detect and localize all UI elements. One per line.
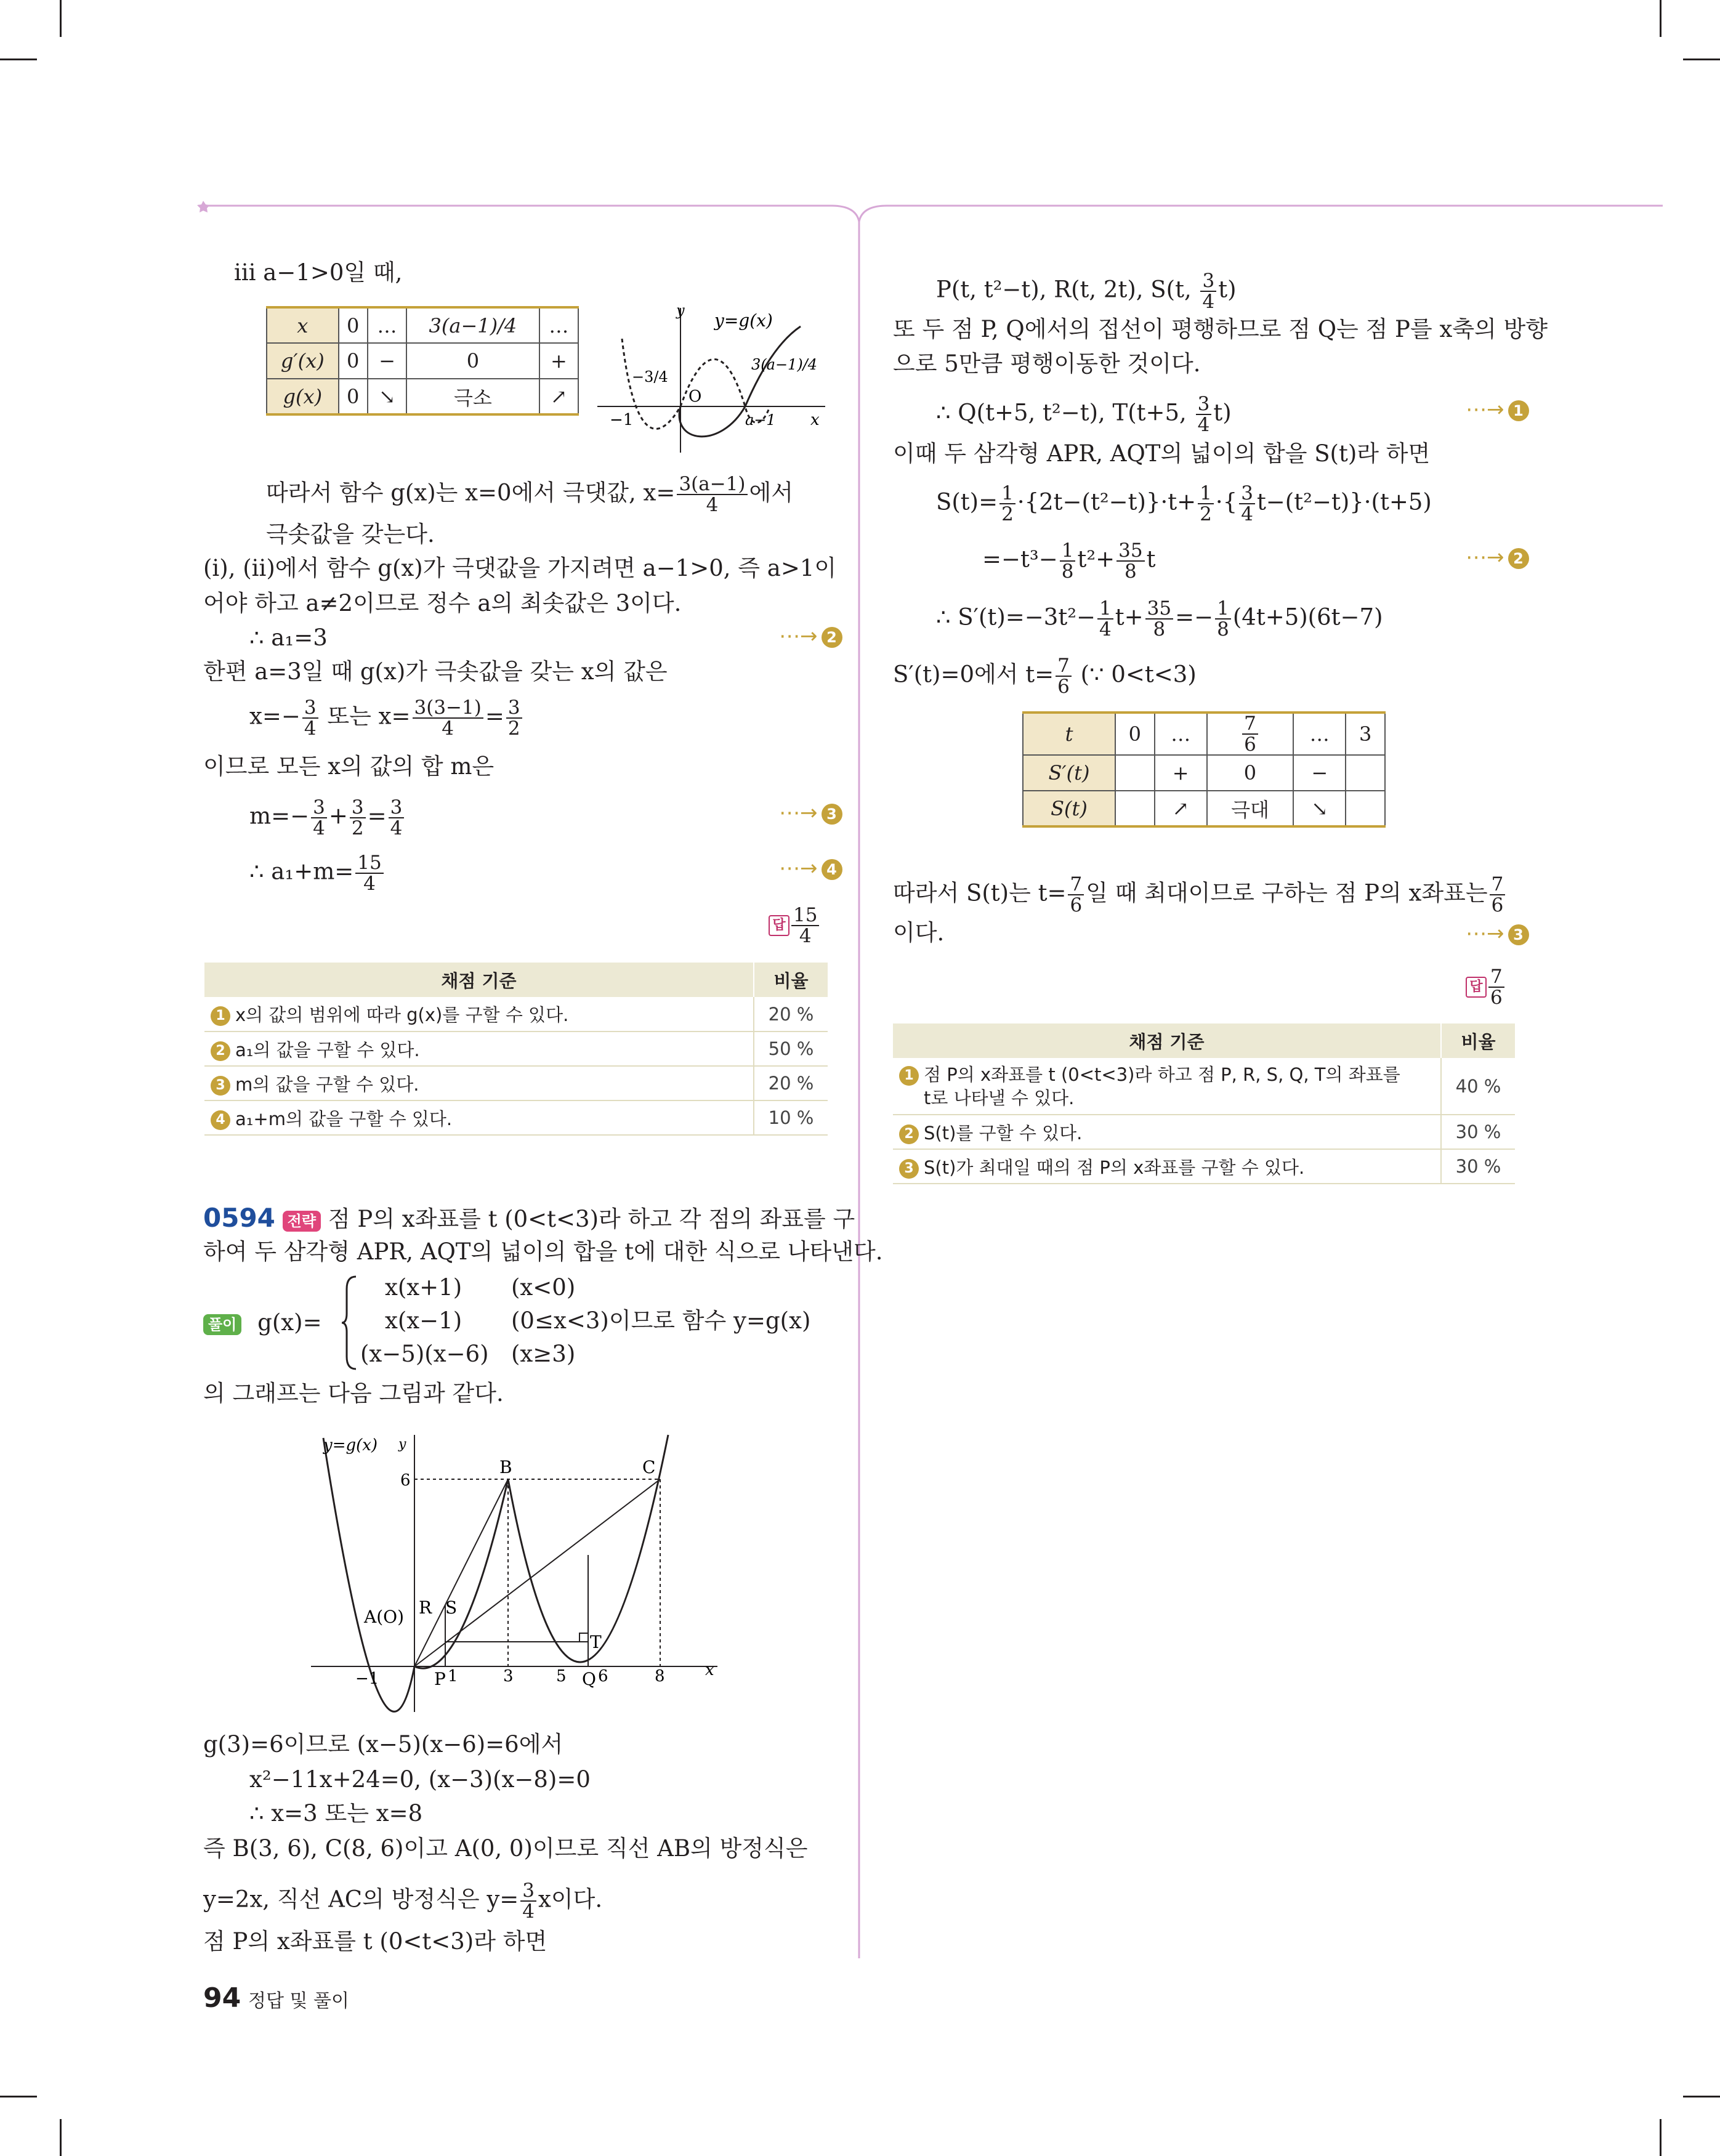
table-cell: S(t) (1023, 791, 1115, 826)
graph2-x-label: x (705, 1661, 714, 1679)
table-cell (1346, 755, 1385, 791)
step-marker: ⋯→ 1 (1466, 397, 1529, 422)
text-line: x=− $\frac{3}{4}$ 또는 x= $\frac{3(3-1)}{4}$ = $\frac{3}{2}$ (249, 698, 524, 738)
brace (341, 1274, 359, 1372)
piece-cond: (x<0) (511, 1274, 576, 1301)
piece-row: (x−5)(x−6) (360, 1341, 489, 1367)
page-footer (203, 1984, 349, 2016)
point-label: B (499, 1457, 512, 1477)
text-line: S(t)= $\frac{1}{2}$ ·{2t−(t²−t)}·t+ $\frac{1}{2}$ ·{ $\frac{3}{4}$ t−(t²−t)}·(t+5) (936, 482, 1432, 525)
crop-mark (0, 59, 37, 60)
graph1-origin: O (688, 387, 702, 406)
table-cell: S′(t) (1023, 755, 1115, 791)
graph1-func-label: y=g(x) (714, 310, 773, 331)
table-cell: + (1155, 755, 1207, 791)
step-marker: ⋯→ 3 (1466, 921, 1529, 946)
text-line: g(3)=6이므로 (x−5)(x−6)=6에서 (203, 1731, 563, 1758)
text-line: (ⅰ), (ⅱ)에서 함수 g(x)가 극댓값을 가지려면 a−1>0, 즉 a>1이 (203, 555, 837, 581)
point-label: P (434, 1669, 446, 1689)
table-cell: 극소 (406, 379, 539, 414)
text-line: ∴ S′(t)=−3t²− $\frac{1}{4}$ t+ $\frac{35}{8}$ =− $\frac{1}{8}$ (4t+5)(6t−7) (936, 597, 1383, 640)
table-cell: … (1293, 713, 1346, 755)
graph1-y-label: y (676, 302, 685, 319)
graph1-x-label: x (810, 411, 820, 429)
text-line: 이므로 모든 x의 값의 합 m은 (203, 753, 495, 780)
criteria-header: 비율 (754, 963, 828, 997)
piece-row: x(x−1) (385, 1307, 462, 1334)
crop-mark (1683, 2096, 1720, 2097)
criteria-row: 3 S(t)가 최대일 때의 점 P의 x좌표를 구할 수 있다. (893, 1149, 1441, 1184)
tick-label: 8 (655, 1667, 665, 1686)
problem-header: 0594 전략 점 P의 x좌표를 t (0<t<3)라 하고 각 점의 좌표를 구 (203, 1203, 855, 1233)
text-line: 따라서 S(t)는 t= $\frac{7}{6}$ 일 때 최대이므로 구하는 점 P의 x좌표는 $\frac{7}{6}$ (893, 874, 1507, 915)
text-line: ∴ a₁+m= $\frac{15}{4}$ (249, 853, 386, 894)
text-line: 어야 하고 a≠2이므로 정수 a의 최솟값은 3이다. (203, 590, 682, 616)
text-line: S′(t)=0에서 t= $\frac{7}{6}$ (∵ 0<t<3) (893, 655, 1197, 698)
graph-parabolas (311, 1423, 742, 1718)
table-cell: 극대 (1207, 791, 1293, 826)
table-cell: 0 (339, 343, 368, 379)
criteria-row: 2 S(t)를 구할 수 있다. (893, 1115, 1441, 1149)
table-cell: 3(a−1)/4 (406, 307, 539, 343)
text-line: m=− $\frac{3}{4}$ + $\frac{3}{2}$ = $\frac{3}{4}$ (249, 797, 406, 838)
table-cell: … (539, 307, 578, 343)
graph1-tick: a−1 (745, 411, 776, 429)
text-line: 으로 5만큼 평행이동한 것이다. (893, 350, 1201, 377)
crop-mark (1660, 0, 1661, 37)
text-line: 또 두 점 P, Q에서의 접선이 평행하므로 점 Q는 점 P를 x축의 방향 (893, 316, 1548, 342)
criteria-row: 4 a₁+m의 값을 구할 수 있다. (204, 1100, 754, 1135)
tick-label: 1 (448, 1667, 458, 1686)
step-marker: ⋯→ 3 (779, 801, 842, 825)
point-label: C (642, 1457, 656, 1477)
step-marker: ⋯→ 2 (1466, 545, 1529, 570)
text-line: 이때 두 삼각형 APR, AQT의 넓이의 합을 S(t)라 하면 (893, 440, 1431, 467)
table-cell: ↗ (539, 379, 578, 414)
table-cell: … (368, 307, 406, 343)
graph2-y-label: y (398, 1437, 406, 1452)
tick-label: 6 (400, 1471, 411, 1490)
tick-label: 5 (556, 1667, 567, 1686)
case3-title: ⅲ a−1>0일 때, (234, 259, 403, 286)
text-line: ∴ Q(t+5, t²−t), T(t+5, $\frac{3}{4}$ t) (936, 393, 1232, 436)
page-number: 94 (203, 1982, 241, 2014)
increase-decrease-table-1 (266, 306, 579, 416)
solution-badge: 풀이 (203, 1314, 241, 1335)
crop-mark (60, 2119, 62, 2156)
graph2-func-label: y=g(x) (323, 1436, 378, 1455)
table-cell: g′(x) (267, 343, 339, 379)
crop-mark (1660, 2119, 1661, 2156)
table-cell (1115, 755, 1155, 791)
grading-criteria-right: 채점 기준 비율 1 점 P의 x좌표를 t (0<t<3)라 하고 점 P, R, S, Q, T의 좌표를 t로 나타낼 수 있다. 40 % 2 S(t)를 구할 수 있다. 30 % 3 S(t)가 최대일 때의 점 P의 x좌표를 구할 수 있다. 30 % (893, 1023, 1515, 1184)
text-line: P(t, t²−t), R(t, 2t), S(t, $\frac{3}{4}$ t) (936, 270, 1237, 313)
text-line: y=2x, 직선 AC의 방정식은 y= $\frac{3}{4}$ x이다. (203, 1879, 603, 1923)
table-cell: − (368, 343, 406, 379)
step-marker: ⋯→ 4 (779, 856, 842, 881)
step-marker: ⋯→ 2 (779, 624, 842, 648)
table-cell: t (1023, 713, 1115, 755)
table-cell: 0 (406, 343, 539, 379)
text-line: 하여 두 삼각형 APR, AQT의 넓이의 합을 t에 대한 식으로 나타낸다. (203, 1238, 883, 1265)
criteria-header: 채점 기준 (893, 1023, 1441, 1058)
criteria-row: 3 m의 값을 구할 수 있다. (204, 1066, 754, 1100)
table-cell: 0 (339, 379, 368, 414)
text-line: 점 P의 x좌표를 t (0<t<3)라 하면 (203, 1928, 547, 1955)
text-line: 이다. (893, 919, 945, 946)
table-cell: 0 (1115, 713, 1155, 755)
piece-row: x(x+1) (385, 1274, 462, 1301)
table-cell (1115, 791, 1155, 826)
problem-number: 0594 (203, 1203, 275, 1233)
point-label: S (445, 1597, 458, 1618)
point-label: T (590, 1632, 602, 1652)
point-label: A(O) (364, 1607, 405, 1627)
criteria-row: 1 x의 값의 범위에 따라 g(x)를 구할 수 있다. (204, 997, 754, 1032)
crop-mark (0, 2096, 37, 2097)
graph1-tick: −3/4 (632, 368, 668, 386)
table-cell: ↘ (368, 379, 406, 414)
increase-decrease-table-2 (1022, 711, 1386, 828)
text-line: ∴ a₁=3 (249, 624, 328, 651)
table-cell: + (539, 343, 578, 379)
graph-cubic-sketch (597, 302, 831, 456)
text-line: x²−11x+24=0, (x−3)(x−8)=0 (249, 1766, 591, 1793)
text-line: 극솟값을 갖는다. (266, 521, 435, 547)
point-label: Q (582, 1669, 596, 1689)
tick-label: 3 (503, 1667, 514, 1686)
text-line: =−t³− $\frac{1}{8}$ t²+ $\frac{35}{8}$ t (982, 539, 1156, 583)
criteria-row: 1 점 P의 x좌표를 t (0<t<3)라 하고 점 P, R, S, Q, T의 좌표를 t로 나타낼 수 있다. (893, 1058, 1441, 1115)
table-cell: 3 (1346, 713, 1385, 755)
answer: 답 $\frac{7}{6}$ (1466, 967, 1506, 1007)
table-cell (1346, 791, 1385, 826)
answer: 답 $\frac{15}{4}$ (769, 905, 821, 946)
footer-title: 정답 및 풀이 (248, 1990, 349, 2012)
table-cell: g(x) (267, 379, 339, 414)
graph1-tick: −1 (610, 411, 634, 429)
text-line: 한편 a=3일 때 g(x)가 극솟값을 갖는 x의 값은 (203, 658, 668, 685)
table-cell: 0 (339, 307, 368, 343)
text-line: ∴ x=3 또는 x=8 (249, 1800, 423, 1827)
table-cell: − (1293, 755, 1346, 791)
table-cell: $\frac{7}{6}$ (1207, 713, 1293, 755)
criteria-row: 2 a₁의 값을 구할 수 있다. (204, 1032, 754, 1066)
table-cell: ↗ (1155, 791, 1207, 826)
tick-label: 6 (598, 1667, 608, 1686)
tick-label: −1 (355, 1669, 379, 1688)
table-cell: 0 (1207, 755, 1293, 791)
text-line: 의 그래프는 다음 그림과 같다. (203, 1380, 504, 1407)
piece-cond: (x≥3) (511, 1341, 576, 1367)
table-cell: ↘ (1293, 791, 1346, 826)
criteria-header: 비율 (1441, 1023, 1515, 1058)
text-line: 따라서 함수 g(x)는 x=0에서 극댓값, x= $\frac{3(a-1)}{4}$ 에서 (266, 473, 794, 516)
piece-cond: (0≤x<3)이므로 함수 y=g(x) (511, 1307, 811, 1334)
crop-mark (1683, 59, 1720, 60)
grading-criteria-left: 채점 기준 비율 1 x의 값의 범위에 따라 g(x)를 구할 수 있다. 20 % 2 a₁의 값을 구할 수 있다. 50 % 3 m의 값을 구할 수 있다. 20 % 4 a₁+m의 값을 구할 수 있다. 10 % (204, 963, 828, 1136)
table-cell: x (267, 307, 339, 343)
piecewise-function: 풀이 g(x)= (203, 1309, 322, 1337)
table-cell: … (1155, 713, 1207, 755)
graph1-tick: 3(a−1)/4 (751, 356, 818, 373)
point-label: R (419, 1597, 432, 1618)
criteria-header: 채점 기준 (204, 963, 754, 997)
strategy-badge: 전략 (283, 1211, 321, 1232)
crop-mark (60, 0, 62, 37)
text-line: 즉 B(3, 6), C(8, 6)이고 A(0, 0)이므로 직선 AB의 방정식은 (203, 1835, 808, 1862)
